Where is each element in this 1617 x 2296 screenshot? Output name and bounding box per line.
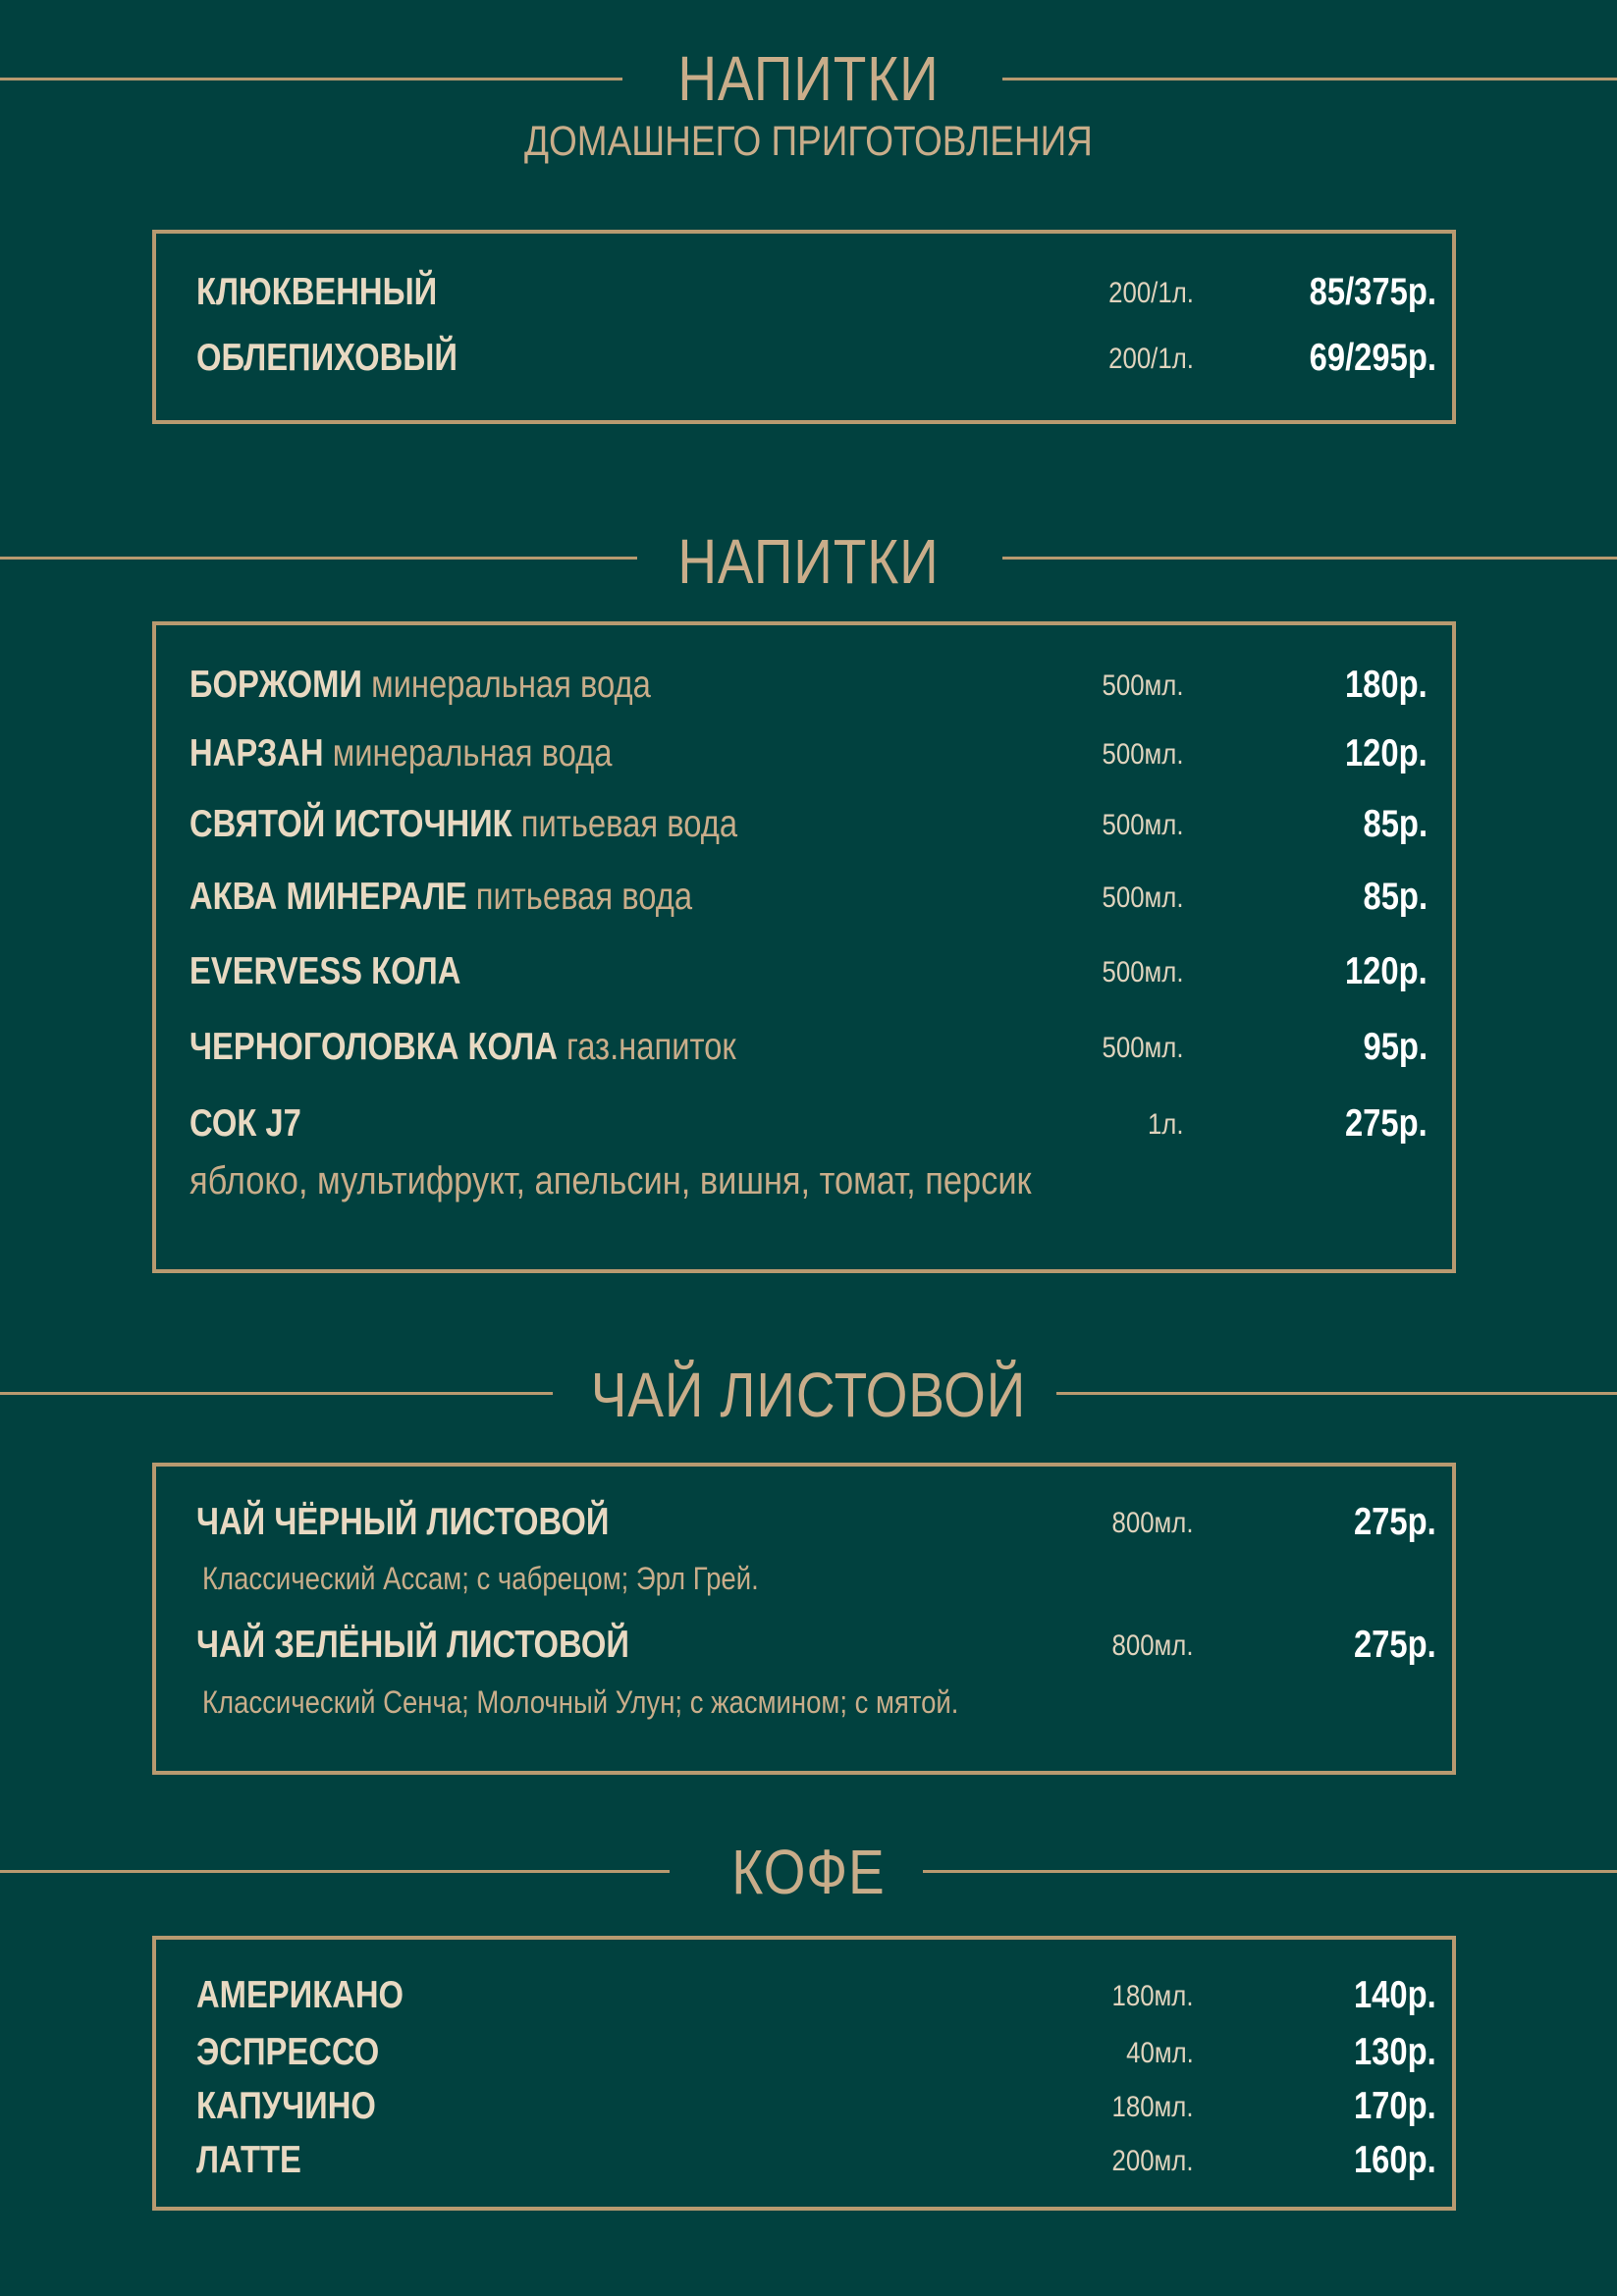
menu-item <box>156 805 1452 854</box>
item-volume: 500мл. <box>1102 738 1184 771</box>
item-name: ОБЛЕПИХОВЫЙ <box>196 337 458 379</box>
item-price: 120р. <box>1345 950 1428 992</box>
item-price: 95р. <box>1363 1026 1428 1068</box>
item-name: ЧАЙ ЗЕЛЁНЫЙ ЛИСТОВОЙ <box>196 1624 629 1666</box>
tea-menu-box <box>152 1463 1456 1775</box>
item-name: СОК J7 <box>189 1102 301 1145</box>
item-volume: 200/1л. <box>1108 277 1194 309</box>
item-price: 275р. <box>1354 1501 1436 1543</box>
item-description: питьевая вода <box>520 803 738 845</box>
item-name: КАПУЧИНО <box>196 2085 376 2127</box>
item-name: НАРЗАН минеральная вода <box>189 732 613 774</box>
item-volume: 200мл. <box>1111 2145 1194 2177</box>
item-volume: 200/1л. <box>1108 343 1194 375</box>
item-description: минеральная вода <box>371 664 651 706</box>
item-volume: 800мл. <box>1111 1507 1194 1539</box>
item-price: 160р. <box>1354 2139 1436 2181</box>
item-name: КЛЮКВЕННЫЙ <box>196 271 438 313</box>
item-name: БОРЖОМИ минеральная вода <box>189 664 651 706</box>
item-volume: 500мл. <box>1102 809 1184 841</box>
homemade-title: НАПИТКИ <box>677 43 940 114</box>
item-note: Классический Ассам; с чабрецом; Эрл Грей. <box>202 1561 759 1596</box>
menu-item <box>156 734 1452 783</box>
item-price: 130р. <box>1354 2031 1436 2073</box>
item-note: Классический Сенча; Молочный Улун; с жасмином; с мятой. <box>202 1684 959 1720</box>
item-volume: 500мл. <box>1102 1032 1184 1064</box>
menu-item <box>156 1626 1452 1675</box>
item-volume: 500мл. <box>1102 669 1184 702</box>
item-description: питьевая вода <box>475 876 693 918</box>
homemade-subtitle: ДОМАШНЕГО ПРИГОТОВЛЕНИЯ <box>523 118 1093 165</box>
menu-item <box>156 2141 1452 2190</box>
item-description: газ.напиток <box>566 1026 736 1068</box>
item-price: 85р. <box>1363 876 1428 918</box>
item-volume: 800мл. <box>1111 1629 1194 1662</box>
item-description: минеральная вода <box>332 732 613 774</box>
item-price: 120р. <box>1345 732 1428 774</box>
item-name: АКВА МИНЕРАЛЕ питьевая вода <box>189 876 693 918</box>
item-price: 275р. <box>1345 1102 1428 1145</box>
item-name: ЧАЙ ЧЁРНЫЙ ЛИСТОВОЙ <box>196 1501 610 1543</box>
item-name: СВЯТОЙ ИСТОЧНИК питьевая вода <box>189 803 738 845</box>
item-price: 140р. <box>1354 1974 1436 2016</box>
menu-item <box>156 273 1452 322</box>
coffee-title: КОФЕ <box>731 1837 886 1907</box>
item-price: 170р. <box>1354 2085 1436 2127</box>
juice-flavors: яблоко, мультифрукт, апельсин, вишня, томат, персик <box>189 1159 1032 1202</box>
menu-item <box>156 339 1452 388</box>
item-price: 85/375р. <box>1309 271 1436 313</box>
menu-item <box>156 878 1452 927</box>
item-price: 275р. <box>1354 1624 1436 1666</box>
item-name: ЛАТТЕ <box>196 2139 301 2181</box>
item-name: ЭСПРЕССО <box>196 2031 380 2073</box>
menu-item <box>156 666 1452 715</box>
item-price: 69/295р. <box>1309 337 1436 379</box>
drinks-menu-box <box>152 621 1456 1273</box>
menu-item <box>156 1104 1452 1153</box>
item-price: 180р. <box>1345 664 1428 706</box>
item-volume: 500мл. <box>1102 881 1184 914</box>
homemade-menu-box <box>152 230 1456 424</box>
item-volume: 1л. <box>1148 1108 1184 1141</box>
menu-item <box>156 2033 1452 2082</box>
menu-item <box>156 952 1452 1001</box>
item-volume: 180мл. <box>1111 2091 1194 2123</box>
item-price: 85р. <box>1363 803 1428 845</box>
item-volume: 40мл. <box>1126 2037 1194 2069</box>
menu-item <box>156 1976 1452 2025</box>
item-name: EVERVESS КОЛА <box>189 950 461 992</box>
item-name: ЧЕРНОГОЛОВКА КОЛА газ.напиток <box>189 1026 736 1068</box>
drinks-title: НАПИТКИ <box>677 526 940 597</box>
item-name: АМЕРИКАНО <box>196 1974 404 2016</box>
tea-title: ЧАЙ ЛИСТОВОЙ <box>590 1360 1027 1430</box>
coffee-menu-box <box>152 1936 1456 2211</box>
menu-item <box>156 1503 1452 1552</box>
item-volume: 180мл. <box>1111 1980 1194 2012</box>
item-volume: 500мл. <box>1102 956 1184 988</box>
menu-item <box>156 1028 1452 1077</box>
menu-item <box>156 2087 1452 2136</box>
